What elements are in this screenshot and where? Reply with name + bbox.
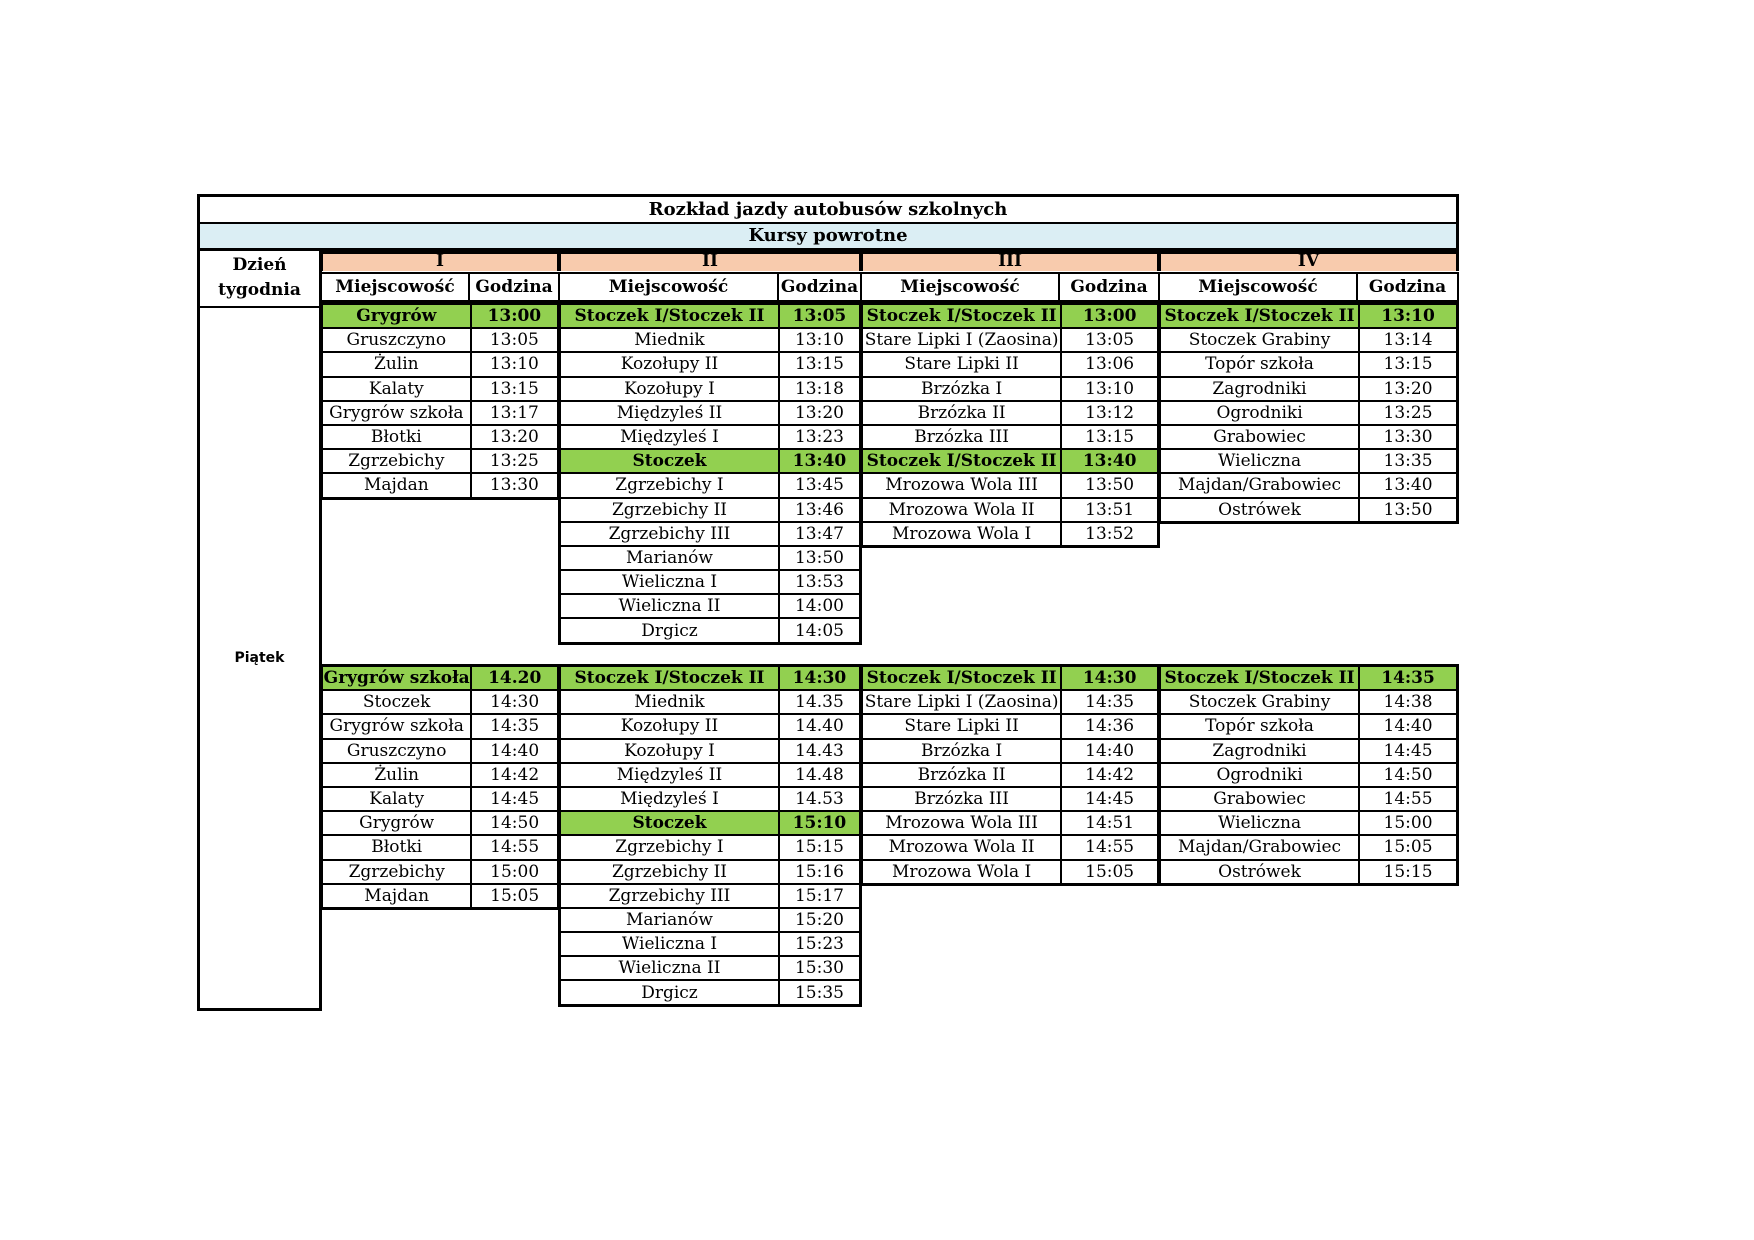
stop-name: Brzózka III xyxy=(862,425,1062,449)
departure-time: 14:51 xyxy=(1061,811,1158,835)
stop-name: Brzózka III xyxy=(862,787,1062,811)
stop-name: Wieliczna II xyxy=(560,956,779,980)
stop-name: Marianów xyxy=(560,546,779,570)
departure-time: 14:40 xyxy=(1359,714,1457,738)
table-row xyxy=(322,666,559,691)
departure-time: 13:18 xyxy=(779,377,861,401)
stop-name: Mrozowa Wola I xyxy=(862,522,1062,547)
departure-time: 13:20 xyxy=(779,401,861,425)
table-row xyxy=(560,956,861,980)
table-row xyxy=(1160,425,1458,449)
stop-name: Grygrów szkoła xyxy=(322,714,472,738)
table-row xyxy=(560,425,861,449)
route-1-block1-table xyxy=(320,302,560,500)
departure-time: 15:20 xyxy=(779,908,861,932)
stop-name: Stoczek I/Stoczek II xyxy=(862,449,1062,473)
stop-name: Wieliczna xyxy=(1160,449,1360,473)
table-row xyxy=(560,763,861,787)
departure-time: 14:30 xyxy=(779,666,861,691)
stop-name: Kozołupy II xyxy=(560,714,779,738)
table-row xyxy=(322,304,559,329)
stop-name: Wieliczna xyxy=(1160,811,1360,835)
stop-name: Grabowiec xyxy=(1160,425,1360,449)
departure-time: 13:15 xyxy=(779,352,861,376)
departure-time: 13:50 xyxy=(1359,498,1457,523)
departure-time: 15:10 xyxy=(779,811,861,835)
stop-name: Majdan xyxy=(322,473,471,498)
table-row xyxy=(1160,787,1458,811)
departure-time: 13:05 xyxy=(471,328,559,352)
table-row xyxy=(560,884,861,908)
departure-time: 13:23 xyxy=(779,425,861,449)
departure-time: 13:06 xyxy=(1061,352,1158,376)
stop-name: Błotki xyxy=(322,835,472,859)
stop-name: Grygrów szkoła xyxy=(322,401,471,425)
stop-name: Stare Lipki I (Zaosina) xyxy=(862,328,1062,352)
departure-time: 13:14 xyxy=(1359,328,1457,352)
table-row xyxy=(1160,860,1458,885)
table-row xyxy=(862,377,1159,401)
stop-name: Mrozowa Wola II xyxy=(862,835,1062,859)
departure-time: 13:47 xyxy=(779,522,861,546)
table-row xyxy=(322,811,559,835)
departure-time: 13:20 xyxy=(471,425,559,449)
stop-name: Stoczek xyxy=(560,811,779,835)
departure-time: 15:17 xyxy=(779,884,861,908)
departure-time: 13:30 xyxy=(1359,425,1457,449)
departure-time: 14:50 xyxy=(1359,763,1457,787)
departure-time: 14:30 xyxy=(1061,666,1158,691)
stop-name: Zgrzebichy III xyxy=(560,522,779,546)
departure-time: 13:00 xyxy=(1061,304,1158,329)
stop-name: Kozołupy I xyxy=(560,377,779,401)
table-row xyxy=(322,690,559,714)
table-row xyxy=(322,449,559,473)
departure-time: 14:30 xyxy=(471,690,558,714)
timetable-title: Rozkład jazdy autobusów szkolnych xyxy=(197,194,1459,224)
departure-time: 15:00 xyxy=(471,860,558,884)
departure-time: 15:23 xyxy=(779,932,861,956)
table-row xyxy=(1160,714,1458,738)
table-row xyxy=(862,763,1159,787)
departure-time: 15:35 xyxy=(779,980,861,1005)
departure-time: 14.48 xyxy=(779,763,861,787)
departure-time: 15:05 xyxy=(1359,835,1457,859)
stop-name: Zagrodniki xyxy=(1160,739,1360,763)
table-row xyxy=(322,884,559,909)
table-row xyxy=(560,860,861,884)
departure-time: 13:12 xyxy=(1061,401,1158,425)
stop-name: Stoczek Grabiny xyxy=(1160,690,1360,714)
table-row xyxy=(560,498,861,522)
departure-time: 13:52 xyxy=(1061,522,1158,547)
route-3-block1-table xyxy=(860,302,1160,548)
table-row xyxy=(322,835,559,859)
departure-time: 13:46 xyxy=(779,498,861,522)
departure-time: 15:05 xyxy=(471,884,558,909)
table-row xyxy=(862,425,1159,449)
departure-time: 14:42 xyxy=(1061,763,1158,787)
table-row xyxy=(1160,328,1458,352)
stop-name: Ogrodniki xyxy=(1160,763,1360,787)
table-row xyxy=(862,498,1159,522)
departure-time: 15:00 xyxy=(1359,811,1457,835)
stop-name: Stoczek I/Stoczek II xyxy=(862,666,1062,691)
departure-time: 14:42 xyxy=(471,763,558,787)
stop-name: Stoczek I/Stoczek II xyxy=(560,304,779,329)
departure-time: 15:05 xyxy=(1061,860,1158,885)
table-row xyxy=(1160,498,1458,523)
stop-name: Stoczek I/Stoczek II xyxy=(862,304,1062,329)
stop-name: Topór szkoła xyxy=(1160,714,1360,738)
stop-name: Majdan xyxy=(322,884,472,909)
stop-name: Kalaty xyxy=(322,377,471,401)
table-row xyxy=(560,522,861,546)
table-row xyxy=(1160,763,1458,787)
stop-name: Zgrzebichy xyxy=(322,860,472,884)
table-row xyxy=(862,739,1159,763)
stop-name: Topór szkoła xyxy=(1160,352,1360,376)
departure-time: 13:05 xyxy=(779,304,861,329)
route-4-header: IV xyxy=(1158,251,1459,271)
departure-time: 15:30 xyxy=(779,956,861,980)
departure-time: 14:40 xyxy=(471,739,558,763)
table-row xyxy=(862,835,1159,859)
departure-time: 14.35 xyxy=(779,690,861,714)
table-row xyxy=(560,618,861,643)
stop-name: Miednik xyxy=(560,328,779,352)
stop-name: Wieliczna I xyxy=(560,932,779,956)
table-row xyxy=(862,473,1159,497)
stop-name: Kozołupy I xyxy=(560,739,779,763)
table-row xyxy=(560,546,861,570)
stop-name: Mrozowa Wola II xyxy=(862,498,1062,522)
table-row xyxy=(1160,739,1458,763)
departure-time: 14:55 xyxy=(1061,835,1158,859)
table-row xyxy=(322,401,559,425)
stop-name: Mrozowa Wola III xyxy=(862,811,1062,835)
departure-time: 14:36 xyxy=(1061,714,1158,738)
table-row xyxy=(560,473,861,497)
table-row xyxy=(322,860,559,884)
route-4-block2-table xyxy=(1158,664,1459,886)
route-1-header: I xyxy=(320,251,560,271)
departure-time: 15:15 xyxy=(779,835,861,859)
departure-time: 13:40 xyxy=(1359,473,1457,497)
departure-time: 13:50 xyxy=(1061,473,1158,497)
stop-name: Grygrów xyxy=(322,811,472,835)
departure-time: 14.43 xyxy=(779,739,861,763)
table-row xyxy=(1160,811,1458,835)
stop-name: Miednik xyxy=(560,690,779,714)
departure-time: 14:05 xyxy=(779,618,861,643)
departure-time: 13:30 xyxy=(471,473,559,498)
stop-name: Stare Lipki II xyxy=(862,714,1062,738)
departure-time: 13:10 xyxy=(1061,377,1158,401)
stop-name: Wieliczna I xyxy=(560,570,779,594)
table-row xyxy=(1160,690,1458,714)
departure-time: 15:15 xyxy=(1359,860,1457,885)
table-row xyxy=(1160,304,1458,329)
departure-time: 13:17 xyxy=(471,401,559,425)
departure-time: 13:53 xyxy=(779,570,861,594)
table-row xyxy=(560,570,861,594)
table-row xyxy=(560,401,861,425)
departure-time: 13:00 xyxy=(471,304,559,329)
day-cell: Piątek xyxy=(197,306,322,1011)
table-row xyxy=(862,304,1159,329)
stop-name: Ostrówek xyxy=(1160,860,1360,885)
stop-name: Żulin xyxy=(322,763,472,787)
stop-name: Majdan/Grabowiec xyxy=(1160,473,1360,497)
stop-name: Brzózka I xyxy=(862,377,1062,401)
departure-time: 14:45 xyxy=(1061,787,1158,811)
table-row xyxy=(560,739,861,763)
departure-time: 14:40 xyxy=(1061,739,1158,763)
stop-name: Zgrzebichy xyxy=(322,449,471,473)
route-2-block1-table xyxy=(558,302,862,645)
departure-time: 13:10 xyxy=(779,328,861,352)
stop-name: Stare Lipki I (Zaosina) xyxy=(862,690,1062,714)
table-row xyxy=(862,714,1159,738)
timetable-subtitle: Kursy powrotne xyxy=(197,224,1459,251)
stop-name: Stoczek Grabiny xyxy=(1160,328,1360,352)
table-row xyxy=(322,328,559,352)
departure-time: 13:25 xyxy=(471,449,559,473)
stop-name: Kalaty xyxy=(322,787,472,811)
stop-name: Ostrówek xyxy=(1160,498,1360,523)
table-row xyxy=(560,352,861,376)
departure-time: 14:45 xyxy=(471,787,558,811)
departure-time: 14:45 xyxy=(1359,739,1457,763)
route-4-time-header: Godzina xyxy=(1356,272,1459,302)
route-3-block2-table xyxy=(860,664,1160,886)
stop-name: Brzózka II xyxy=(862,763,1062,787)
departure-time: 13:25 xyxy=(1359,401,1457,425)
table-row xyxy=(560,449,861,473)
table-row xyxy=(322,352,559,376)
stop-name: Zgrzebichy I xyxy=(560,473,779,497)
stop-name: Zgrzebichy II xyxy=(560,498,779,522)
departure-time: 14.20 xyxy=(471,666,558,691)
table-row xyxy=(862,449,1159,473)
departure-time: 13:15 xyxy=(471,377,559,401)
table-row xyxy=(560,304,861,329)
departure-time: 13:35 xyxy=(1359,449,1457,473)
table-row xyxy=(322,787,559,811)
departure-time: 14.40 xyxy=(779,714,861,738)
departure-time: 13:10 xyxy=(471,352,559,376)
stop-name: Grabowiec xyxy=(1160,787,1360,811)
table-row xyxy=(560,980,861,1005)
stop-name: Marianów xyxy=(560,908,779,932)
table-row xyxy=(560,377,861,401)
stop-name: Kozołupy II xyxy=(560,352,779,376)
departure-time: 14.53 xyxy=(779,787,861,811)
table-row xyxy=(322,714,559,738)
departure-time: 13:40 xyxy=(779,449,861,473)
stop-name: Błotki xyxy=(322,425,471,449)
departure-time: 14:35 xyxy=(1359,666,1457,691)
stop-name: Stoczek I/Stoczek II xyxy=(560,666,779,691)
stop-name: Majdan/Grabowiec xyxy=(1160,835,1360,859)
stop-name: Stare Lipki II xyxy=(862,352,1062,376)
stop-name: Międzyleś II xyxy=(560,401,779,425)
table-row xyxy=(862,690,1159,714)
departure-time: 14:55 xyxy=(471,835,558,859)
route-1-place-header: Miejscowość xyxy=(320,272,470,302)
departure-time: 14:38 xyxy=(1359,690,1457,714)
departure-time: 13:05 xyxy=(1061,328,1158,352)
departure-time: 14:55 xyxy=(1359,787,1457,811)
stop-name: Międzyleś I xyxy=(560,787,779,811)
stop-name: Zgrzebichy III xyxy=(560,884,779,908)
day-column-header: Dzień tygodnia xyxy=(197,251,322,306)
stop-name: Ogrodniki xyxy=(1160,401,1360,425)
route-4-block1-table xyxy=(1158,302,1459,524)
table-row xyxy=(560,594,861,618)
table-row xyxy=(1160,666,1458,691)
table-row xyxy=(862,352,1159,376)
departure-time: 13:51 xyxy=(1061,498,1158,522)
stop-name: Gruszczyno xyxy=(322,328,471,352)
stop-name: Mrozowa Wola III xyxy=(862,473,1062,497)
stop-name: Stoczek I/Stoczek II xyxy=(1160,304,1360,329)
table-row xyxy=(322,473,559,498)
stop-name: Grygrów szkoła xyxy=(322,666,472,691)
stop-name: Zagrodniki xyxy=(1160,377,1360,401)
departure-time: 13:15 xyxy=(1061,425,1158,449)
table-row xyxy=(560,908,861,932)
stop-name: Zgrzebichy I xyxy=(560,835,779,859)
stop-name: Międzyleś I xyxy=(560,425,779,449)
stop-name: Mrozowa Wola I xyxy=(862,860,1062,885)
stop-name: Międzyleś II xyxy=(560,763,779,787)
table-row xyxy=(1160,473,1458,497)
stop-name: Drgicz xyxy=(560,618,779,643)
table-row xyxy=(862,522,1159,547)
departure-time: 13:40 xyxy=(1061,449,1158,473)
stop-name: Zgrzebichy II xyxy=(560,860,779,884)
table-row xyxy=(1160,401,1458,425)
route-2-place-header: Miejscowość xyxy=(558,272,779,302)
stop-name: Brzózka I xyxy=(862,739,1062,763)
table-row xyxy=(560,787,861,811)
stop-name: Gruszczyno xyxy=(322,739,472,763)
table-row xyxy=(862,666,1159,691)
route-1-time-header: Godzina xyxy=(468,272,560,302)
table-row xyxy=(322,739,559,763)
departure-time: 13:20 xyxy=(1359,377,1457,401)
table-row xyxy=(322,377,559,401)
table-row xyxy=(560,690,861,714)
table-row xyxy=(862,811,1159,835)
departure-time: 14:35 xyxy=(471,714,558,738)
route-1-block2-table xyxy=(320,664,560,910)
route-2-header: II xyxy=(558,251,862,271)
table-row xyxy=(560,811,861,835)
stop-name: Żulin xyxy=(322,352,471,376)
route-3-header: III xyxy=(860,251,1160,271)
table-row xyxy=(560,932,861,956)
table-row xyxy=(560,666,861,691)
table-row xyxy=(862,860,1159,885)
table-row xyxy=(1160,377,1458,401)
table-row xyxy=(560,714,861,738)
route-2-time-header: Godzina xyxy=(777,272,862,302)
table-row xyxy=(1160,835,1458,859)
route-3-place-header: Miejscowość xyxy=(860,272,1060,302)
departure-time: 13:45 xyxy=(779,473,861,497)
table-row xyxy=(862,328,1159,352)
stop-name: Stoczek xyxy=(322,690,472,714)
table-row xyxy=(322,425,559,449)
stop-name: Brzózka II xyxy=(862,401,1062,425)
departure-time: 13:10 xyxy=(1359,304,1457,329)
table-row xyxy=(1160,449,1458,473)
stop-name: Stoczek xyxy=(560,449,779,473)
departure-time: 13:50 xyxy=(779,546,861,570)
departure-time: 14:00 xyxy=(779,594,861,618)
stop-name: Drgicz xyxy=(560,980,779,1005)
departure-time: 14:35 xyxy=(1061,690,1158,714)
stop-name: Grygrów xyxy=(322,304,471,329)
route-2-block2-table xyxy=(558,664,862,1007)
table-row xyxy=(1160,352,1458,376)
departure-time: 15:16 xyxy=(779,860,861,884)
table-row xyxy=(560,328,861,352)
route-4-place-header: Miejscowość xyxy=(1158,272,1358,302)
departure-time: 14:50 xyxy=(471,811,558,835)
table-row xyxy=(322,763,559,787)
stop-name: Stoczek I/Stoczek II xyxy=(1160,666,1360,691)
route-3-time-header: Godzina xyxy=(1058,272,1160,302)
departure-time: 13:15 xyxy=(1359,352,1457,376)
stop-name: Wieliczna II xyxy=(560,594,779,618)
table-row xyxy=(862,787,1159,811)
table-row xyxy=(862,401,1159,425)
table-row xyxy=(560,835,861,859)
